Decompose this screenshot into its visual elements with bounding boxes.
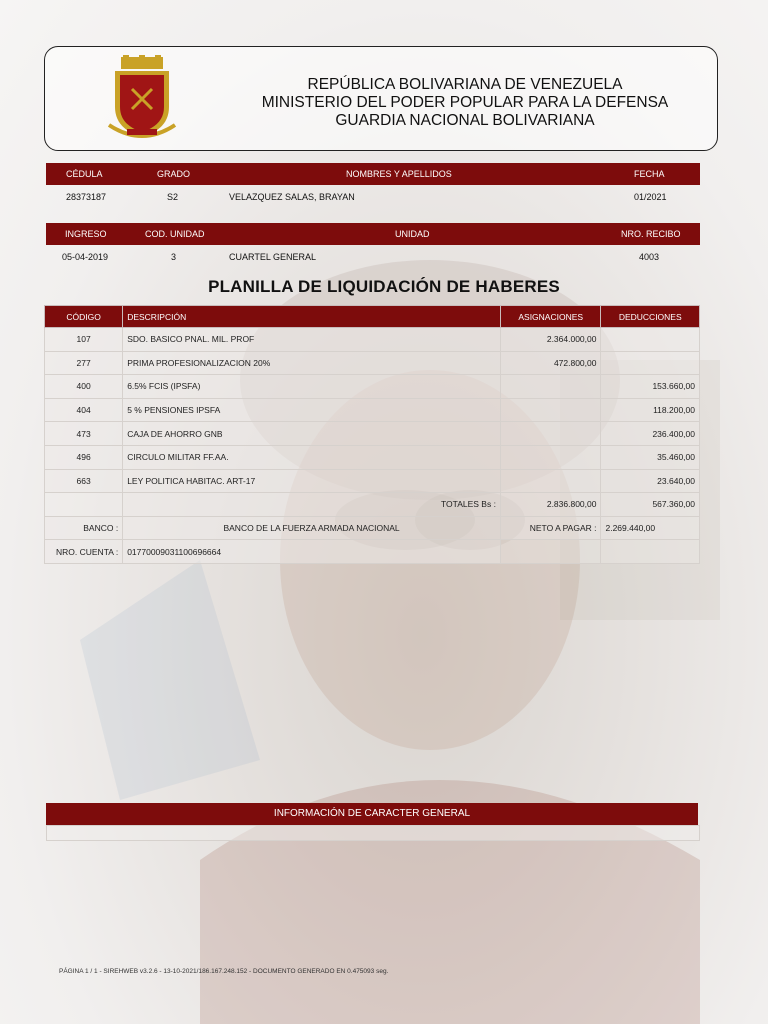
account-row (45, 540, 700, 564)
header-box (44, 46, 718, 151)
cell-descripcion: 5 % PENSIONES IPSFA (123, 398, 501, 422)
column-header-deducciones: DEDUCCIONES (601, 306, 700, 328)
cell-deduccion: 118.200,00 (601, 398, 700, 422)
table-row (45, 445, 700, 469)
cell-descripcion: CIRCULO MILITAR FF.AA. (123, 445, 501, 469)
cuenta-value: 01770009031100696664 (123, 540, 501, 564)
column-header-asignaciones: ASIGNACIONES (500, 306, 601, 328)
cell-deduccion: 236.400,00 (601, 422, 700, 446)
label-cod-unidad: COD. UNIDAD (145, 229, 205, 239)
cell-descripcion: CAJA DE AHORRO GNB (123, 422, 501, 446)
table-header-row (45, 306, 700, 328)
cell-asignacion (500, 398, 601, 422)
value-unidad: CUARTEL GENERAL (229, 252, 317, 262)
bank-row (45, 516, 700, 540)
cell-asignacion: 2.364.000,00 (500, 328, 601, 352)
column-header-descripcion: DESCRIPCIÓN (123, 306, 501, 328)
header-line-2: MINISTERIO DEL PODER POPULAR PARA LA DEFENSA (261, 94, 669, 111)
cell-asignacion: 472.800,00 (500, 351, 601, 375)
label-ingreso: INGRESO (65, 229, 107, 239)
neto-value: 2.269.440,00 (601, 516, 700, 540)
label-nro-recibo: NRO. RECIBO (621, 229, 681, 239)
label-fecha: FECHA (634, 169, 665, 179)
banco-label: BANCO : (45, 516, 123, 540)
cell-codigo: 663 (45, 469, 123, 493)
cell-descripcion: LEY POLITICA HABITAC. ART-17 (123, 469, 501, 493)
table-row (45, 375, 700, 399)
table-row (45, 328, 700, 352)
column-header-codigo: CÓDIGO (45, 306, 123, 328)
cell-codigo: 277 (45, 351, 123, 375)
cell-descripcion: 6.5% FCIS (IPSFA) (123, 375, 501, 399)
cell-codigo: 496 (45, 445, 123, 469)
value-nro-recibo: 4003 (639, 252, 660, 262)
cell-asignacion (500, 445, 601, 469)
page-title: PLANILLA DE LIQUIDACIÓN DE HABERES (208, 277, 560, 296)
value-cedula: 28373187 (66, 192, 107, 202)
totals-spacer (45, 493, 123, 517)
cell-deduccion: 23.640,00 (601, 469, 700, 493)
banco-value: BANCO DE LA FUERZA ARMADA NACIONAL (123, 516, 501, 540)
cell-deduccion (601, 328, 700, 352)
cell-codigo: 404 (45, 398, 123, 422)
totals-label: TOTALES Bs : (123, 493, 501, 517)
label-nombres: NOMBRES Y APELLIDOS (346, 169, 452, 179)
value-cod-unidad: 3 (171, 252, 177, 262)
table-row (45, 422, 700, 446)
cell-asignacion (500, 422, 601, 446)
value-grado: S2 (167, 192, 179, 202)
value-nombres: VELAZQUEZ SALAS, BRAYAN (229, 192, 355, 202)
cuenta-label: NRO. CUENTA : (45, 540, 123, 564)
account-spacer-2 (601, 540, 700, 564)
page-footer: PÁGINA 1 / 1 - SIREHWEB v3.2.6 - 13-10-2021/186.167.248.152 - DOCUMENTO GENERADO EN 0.475093 seg. (59, 968, 389, 975)
cell-deduccion (601, 351, 700, 375)
account-spacer-1 (500, 540, 601, 564)
table-row (45, 469, 700, 493)
liquidation-table (44, 305, 700, 564)
cell-codigo: 473 (45, 422, 123, 446)
personal-info-header (46, 163, 700, 185)
neto-label: NETO A PAGAR : (500, 516, 601, 540)
cell-deduccion: 153.660,00 (601, 375, 700, 399)
header-line-3: GUARDIA NACIONAL BOLIVARIANA (335, 112, 595, 129)
unit-info-header (46, 223, 700, 245)
cell-descripcion: PRIMA PROFESIONALIZACION 20% (123, 351, 501, 375)
label-grado: GRADO (157, 169, 191, 179)
label-unidad: UNIDAD (395, 229, 430, 239)
table-row (45, 351, 700, 375)
table-row (45, 398, 700, 422)
cell-codigo: 107 (45, 328, 123, 352)
cell-codigo: 400 (45, 375, 123, 399)
cell-asignacion (500, 469, 601, 493)
value-ingreso: 05-04-2019 (62, 252, 109, 262)
header-line-1: REPÚBLICA BOLIVARIANA DE VENEZUELA (307, 76, 623, 93)
cell-asignacion (500, 375, 601, 399)
cell-descripcion: SDO. BASICO PNAL. MIL. PROF (123, 328, 501, 352)
general-info-content (46, 825, 700, 841)
label-cedula: CÉDULA (66, 169, 103, 179)
value-fecha: 01/2021 (634, 192, 667, 202)
unit-info-values (46, 245, 700, 269)
totals-row (45, 493, 700, 517)
personal-info-values (46, 185, 700, 209)
cell-deduccion: 35.460,00 (601, 445, 700, 469)
general-info-header: INFORMACIÓN DE CARACTER GENERAL (46, 803, 698, 825)
total-deducciones: 567.360,00 (601, 493, 700, 517)
total-asignaciones: 2.836.800,00 (500, 493, 601, 517)
